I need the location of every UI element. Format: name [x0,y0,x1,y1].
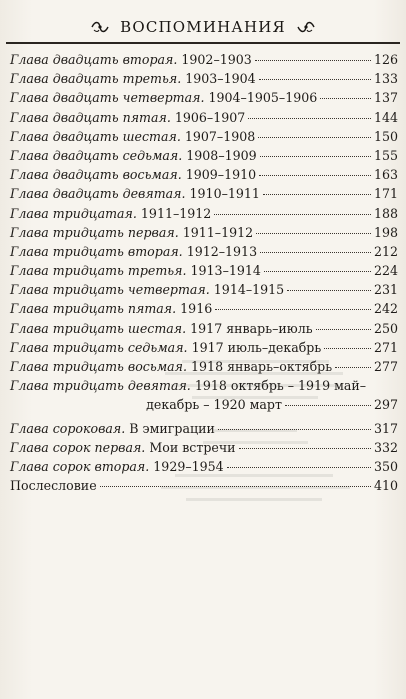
chapter-title: Глава тридцать четвертая. [10,282,210,298]
chapter-title: Глава тридцать восьмая. [10,359,188,374]
page-number: 350 [373,458,398,474]
chapter-period: 1903–1904 [185,71,256,87]
toc-entry-42[interactable] [10,457,398,476]
chapter-title: Глава двадцать восьмая. [10,167,182,183]
chapter-title: Глава тридцатая. [10,205,137,221]
toc-entry-33[interactable] [10,261,398,280]
toc-entry-41[interactable] [10,438,398,457]
running-header [10,14,396,40]
toc-entry-38[interactable] [10,357,398,376]
dot-leader [287,290,371,291]
dot-leader [260,252,371,253]
chapter-title: Глава тридцать девятая. [10,378,191,394]
page-number: 171 [373,186,398,202]
chapter-period: 1907–1908 [184,128,256,144]
chapter-period: 1929–1954 [153,458,224,474]
chapter-title: Глава двадцать четвертая. [10,90,205,106]
dot-leader [100,486,371,487]
toc-entry-22[interactable] [10,50,398,69]
chapter-title: Глава двадцать девятая. [10,186,186,202]
toc-entry-31[interactable] [10,223,398,242]
toc-entry-24[interactable] [10,88,398,107]
page-number: 250 [373,320,398,336]
page-number: 150 [373,128,398,144]
toc-entry-29[interactable] [10,184,398,203]
toc-entry-32[interactable] [10,242,398,261]
page-number: 277 [373,359,398,374]
dot-leader [215,309,371,310]
dot-leader [260,156,371,157]
toc-entry-afterword[interactable] [10,476,398,495]
page-number: 144 [373,109,398,125]
toc-group-main [10,50,398,415]
dot-leader [227,467,371,468]
toc-entry-27[interactable] [10,146,398,165]
dot-leader [255,60,371,61]
toc-entry-23[interactable] [10,69,398,88]
page-number: 126 [373,52,398,67]
page-number: 410 [373,478,398,494]
toc-entry-35[interactable] [10,299,398,318]
page-number: 212 [373,243,398,259]
page-number: 224 [373,263,398,279]
chapter-title: Глава двадцать вторая. [10,52,178,67]
table-of-contents [10,50,398,495]
chapter-period: 1917 январь–июль [190,320,313,336]
chapter-title: Глава тридцать первая. [10,224,179,240]
chapter-title: Глава двадцать шестая. [10,128,181,144]
chapter-title: Глава тридцать шестая. [10,320,187,336]
page-number: 137 [373,90,398,106]
dot-leader [335,367,371,368]
dot-leader [324,348,371,349]
chapter-title: Глава сорок первая. [10,439,146,455]
dot-leader [248,118,371,119]
page-number: 198 [373,224,398,240]
dot-leader [258,137,371,138]
toc-entry-40[interactable] [10,419,398,438]
page-number: 188 [373,205,398,221]
chapter-period: 1914–1915 [213,282,285,298]
chapter-period-line-2: декабрь – 1920 март [146,397,282,413]
page-number: 242 [373,301,398,317]
chapter-subtitle: В эмиграции [129,420,215,436]
toc-entry-39-continued[interactable] [10,395,398,414]
toc-entry-36[interactable] [10,319,398,338]
header-rule [6,42,400,44]
toc-entry-28[interactable] [10,165,398,184]
chapter-period: 1911–1912 [182,224,254,240]
chapter-period: 1918 январь–октябрь [191,359,333,374]
chapter-period: 1902–1903 [181,52,252,67]
dot-leader [316,329,371,330]
chapter-title: Глава сорок вторая. [10,458,150,474]
right-ornament-icon [296,20,316,34]
chapter-title: Глава двадцать седьмая. [10,147,183,163]
dot-leader [239,448,371,449]
chapter-period: 1906–1907 [174,109,246,125]
dot-leader [263,194,371,195]
page-number: 163 [373,167,398,183]
running-header-title: ВОСПОМИНАНИЯ [120,18,286,36]
left-ornament-icon [90,20,110,34]
page-number: 297 [373,397,398,413]
dot-leader [320,98,371,99]
page-number: 231 [373,282,398,298]
toc-entry-34[interactable] [10,280,398,299]
page-number: 332 [373,439,398,455]
toc-group-final [10,419,398,496]
chapter-title: Глава сороковая. [10,420,126,436]
chapter-subtitle: Мои встречи [149,439,236,455]
page-number: 133 [373,71,398,87]
page-number: 271 [373,339,398,355]
chapter-title: Глава тридцать седьмая. [10,339,188,355]
chapter-period: 1904–1905–1906 [208,90,318,106]
chapter-title: Глава тридцать пятая. [10,301,177,317]
toc-entry-26[interactable] [10,127,398,146]
afterword-title: Послесловие [10,478,97,494]
toc-entry-39[interactable] [10,376,398,395]
page-number: 155 [373,147,398,163]
chapter-period-line-1: 1918 октябрь – 1919 май– [194,378,367,394]
dot-leader [259,79,371,80]
chapter-period: 1912–1913 [186,243,258,259]
chapter-period: 1910–1911 [189,186,260,202]
dot-leader [214,214,371,215]
chapter-title: Глава двадцать третья. [10,71,182,87]
toc-entry-37[interactable] [10,338,398,357]
chapter-title: Глава двадцать пятая. [10,109,171,125]
chapter-period: 1916 [180,301,213,317]
dot-leader [259,175,371,176]
dot-leader [285,405,371,406]
chapter-period: 1909–1910 [185,167,257,183]
toc-entry-25[interactable] [10,108,398,127]
dot-leader [256,233,371,234]
chapter-title: Глава тридцать третья. [10,263,187,279]
chapter-period: 1908–1909 [186,147,257,163]
page-number: 317 [373,420,398,436]
toc-entry-30[interactable] [10,204,398,223]
chapter-period: 1911–1912 [140,205,212,221]
chapter-period: 1917 июль–декабрь [191,339,322,355]
chapter-period: 1913–1914 [190,263,261,279]
dot-leader [218,429,371,430]
dot-leader [264,271,371,272]
chapter-title: Глава тридцать вторая. [10,243,183,259]
